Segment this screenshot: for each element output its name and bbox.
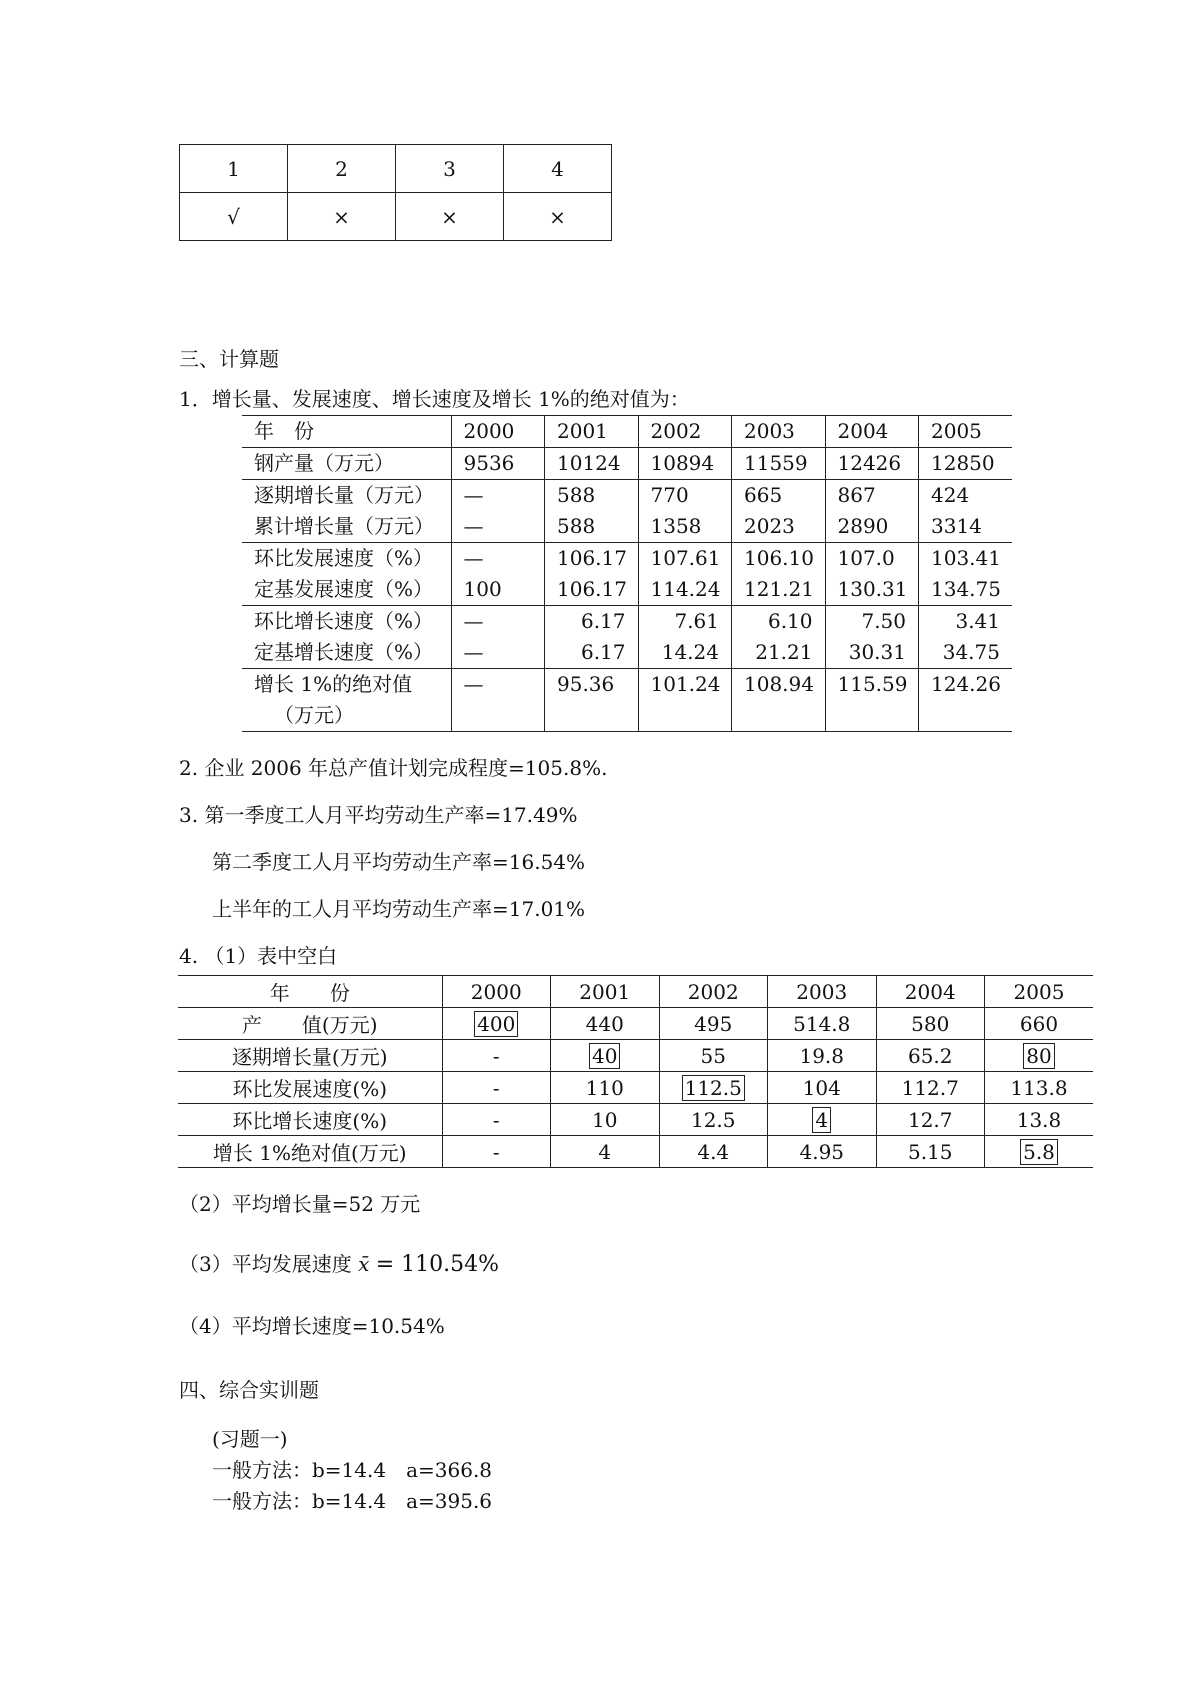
growth-table xyxy=(242,415,1012,732)
output-cell: 12.7 xyxy=(876,1104,985,1136)
growth-cell: 124.26 xyxy=(919,669,1013,732)
output-table xyxy=(178,975,1093,1168)
q1-intro: 1．增长量、发展速度、增长速度及增长 1%的绝对值为： xyxy=(179,387,690,411)
growth-cell: 12850 xyxy=(919,448,1013,480)
output-cell xyxy=(985,1040,1094,1072)
growth-header-cell: 年 份 xyxy=(242,416,451,448)
growth-cell: 1358 xyxy=(638,511,732,543)
growth-cell: 424 xyxy=(919,480,1013,512)
output-header-cell: 2001 xyxy=(551,976,660,1008)
output-cell: 495 xyxy=(659,1008,768,1040)
growth-row-label: 钢产量（万元） xyxy=(242,448,451,480)
growth-row-label: 逐期增长量（万元） xyxy=(242,480,451,512)
growth-row-label xyxy=(242,669,451,732)
output-header-cell: 2004 xyxy=(876,976,985,1008)
growth-cell: — xyxy=(451,606,545,638)
growth-row-label-unit: （万元） xyxy=(274,703,354,727)
growth-cell: 2890 xyxy=(825,511,919,543)
growth-header-cell: 2005 xyxy=(919,416,1013,448)
q4-intro: 4. （1）表中空白 xyxy=(179,944,338,968)
output-cell: 4 xyxy=(551,1136,660,1168)
filled-blank: 112.5 xyxy=(682,1075,745,1101)
growth-cell: 134.75 xyxy=(919,574,1013,606)
section4-title: 四、综合实训题 xyxy=(179,1378,319,1402)
filled-blank: 400 xyxy=(474,1011,518,1037)
output-cell xyxy=(985,1136,1094,1168)
output-cell: - xyxy=(442,1104,551,1136)
growth-cell: 95.36 xyxy=(545,669,639,732)
growth-row-label: 累计增长量（万元） xyxy=(254,514,434,538)
growth-cell: 770 xyxy=(638,480,732,512)
output-cell: 580 xyxy=(876,1008,985,1040)
growth-cell: 34.75 xyxy=(919,637,1013,669)
growth-cell: 108.94 xyxy=(732,669,826,732)
growth-cell: 103.41 xyxy=(919,543,1013,575)
filled-blank: 5.8 xyxy=(1020,1139,1058,1165)
exercise-label: (习题一) xyxy=(212,1427,288,1451)
output-cell: 5.15 xyxy=(876,1136,985,1168)
growth-table-row xyxy=(242,511,1012,543)
output-table-row xyxy=(178,1008,1093,1040)
output-cell: 65.2 xyxy=(876,1040,985,1072)
growth-cell: — xyxy=(451,669,545,732)
output-cell: 514.8 xyxy=(768,1008,877,1040)
growth-cell: 6.17 xyxy=(545,637,639,669)
output-header-cell: 年 份 xyxy=(178,976,442,1008)
growth-cell: 115.59 xyxy=(825,669,919,732)
growth-cell: 11559 xyxy=(732,448,826,480)
growth-cell: 121.21 xyxy=(732,574,826,606)
growth-cell: 588 xyxy=(545,480,639,512)
growth-row-label: 环比发展速度（%） xyxy=(242,543,451,575)
growth-cell: 114.24 xyxy=(638,574,732,606)
growth-header-cell: 2003 xyxy=(732,416,826,448)
growth-cell: 30.31 xyxy=(825,637,919,669)
output-cell xyxy=(659,1072,768,1104)
output-cell xyxy=(442,1008,551,1040)
growth-cell: 107.0 xyxy=(825,543,919,575)
growth-cell: 106.17 xyxy=(545,543,639,575)
output-header-cell: 2005 xyxy=(985,976,1094,1008)
answer-mark-cell: × xyxy=(504,193,612,241)
answer-header-cell: 2 xyxy=(288,145,396,193)
output-cell: - xyxy=(442,1136,551,1168)
growth-cell: 14.24 xyxy=(638,637,732,669)
output-cell: - xyxy=(442,1072,551,1104)
output-table-row xyxy=(178,1104,1093,1136)
output-row-label: 逐期增长量(万元) xyxy=(178,1040,442,1072)
output-cell: 4.95 xyxy=(768,1136,877,1168)
growth-table-header-row xyxy=(242,416,1012,448)
growth-table-row xyxy=(242,480,1012,512)
answer-mark-cell: × xyxy=(288,193,396,241)
growth-cell: 12426 xyxy=(825,448,919,480)
growth-cell: 100 xyxy=(451,574,545,606)
growth-cell: 10894 xyxy=(638,448,732,480)
answer-mark-cell: × xyxy=(396,193,504,241)
output-cell: 12.5 xyxy=(659,1104,768,1136)
output-cell: 110 xyxy=(551,1072,660,1104)
answer-table xyxy=(179,144,612,241)
answer-table-header-row xyxy=(180,145,612,193)
output-table-header-row xyxy=(178,976,1093,1008)
answer-header-cell: 4 xyxy=(504,145,612,193)
output-cell: 13.8 xyxy=(985,1104,1094,1136)
growth-cell: 21.21 xyxy=(732,637,826,669)
growth-cell: — xyxy=(451,543,545,575)
growth-cell: 101.24 xyxy=(638,669,732,732)
output-header-cell: 2002 xyxy=(659,976,768,1008)
answer-mark-cell: √ xyxy=(180,193,288,241)
output-row-label: 环比发展速度(%) xyxy=(178,1072,442,1104)
growth-cell: 10124 xyxy=(545,448,639,480)
q3-line: 3. 第一季度工人月平均劳动生产率=17.49% xyxy=(179,803,578,827)
growth-row-label: 定基增长速度（%） xyxy=(254,640,434,664)
growth-cell: 107.61 xyxy=(638,543,732,575)
growth-row-label: 定基发展速度（%） xyxy=(254,577,434,601)
growth-table-row xyxy=(242,669,1012,732)
mean-symbol: x̄ xyxy=(358,1252,370,1276)
output-table-row xyxy=(178,1040,1093,1072)
growth-cell: 106.10 xyxy=(732,543,826,575)
answer-header-cell: 3 xyxy=(396,145,504,193)
output-cell xyxy=(768,1104,877,1136)
growth-row-label-main: 增长 1%的绝对值 xyxy=(254,672,413,696)
growth-cell: 3.41 xyxy=(919,606,1013,638)
output-header-cell: 2000 xyxy=(442,976,551,1008)
output-cell xyxy=(551,1040,660,1072)
growth-table-row xyxy=(242,637,1012,669)
growth-cell: — xyxy=(451,480,545,512)
growth-cell: 665 xyxy=(732,480,826,512)
q2-text: 2. 企业 2006 年总产值计划完成程度=105.8%. xyxy=(179,756,608,780)
output-cell: 660 xyxy=(985,1008,1094,1040)
growth-cell: 7.50 xyxy=(825,606,919,638)
q4-part3-value: = 110.54% xyxy=(375,1252,500,1277)
exercise-line: 一般方法：b=14.4 a=366.8 xyxy=(212,1458,493,1482)
output-cell: 19.8 xyxy=(768,1040,877,1072)
output-row-label: 环比增长速度(%) xyxy=(178,1104,442,1136)
output-row-label: 产 值(万元) xyxy=(178,1008,442,1040)
q4-part2: （2）平均增长量=52 万元 xyxy=(179,1192,421,1216)
output-table-row xyxy=(178,1072,1093,1104)
q4-part3 xyxy=(179,1252,499,1277)
q4-part4: （4）平均增长速度=10.54% xyxy=(179,1314,445,1338)
output-cell: 113.8 xyxy=(985,1072,1094,1104)
growth-table-row xyxy=(242,606,1012,638)
section3-title: 三、计算题 xyxy=(179,347,279,371)
answer-header-cell: 1 xyxy=(180,145,288,193)
filled-blank: 4 xyxy=(812,1107,831,1133)
output-table-row xyxy=(178,1136,1093,1168)
output-cell: 104 xyxy=(768,1072,877,1104)
output-cell: 10 xyxy=(551,1104,660,1136)
growth-cell: 3314 xyxy=(919,511,1013,543)
growth-cell: — xyxy=(451,511,545,543)
answer-table-mark-row xyxy=(180,193,612,241)
growth-table-row xyxy=(242,543,1012,575)
growth-cell: 2023 xyxy=(732,511,826,543)
growth-header-cell: 2001 xyxy=(545,416,639,448)
filled-blank: 40 xyxy=(589,1043,620,1069)
growth-cell: 9536 xyxy=(451,448,545,480)
growth-header-cell: 2000 xyxy=(451,416,545,448)
growth-header-cell: 2002 xyxy=(638,416,732,448)
growth-cell: 588 xyxy=(545,511,639,543)
output-row-label: 增长 1%绝对值(万元) xyxy=(178,1136,442,1168)
growth-cell: 6.10 xyxy=(732,606,826,638)
q4-part3-prefix: （3）平均发展速度 xyxy=(179,1252,352,1276)
exercise-line: 一般方法：b=14.4 a=395.6 xyxy=(212,1489,493,1513)
output-header-cell: 2003 xyxy=(768,976,877,1008)
growth-table-row xyxy=(242,448,1012,480)
growth-table-row xyxy=(242,574,1012,606)
growth-cell: 867 xyxy=(825,480,919,512)
growth-cell: 6.17 xyxy=(545,606,639,638)
output-cell: 112.7 xyxy=(876,1072,985,1104)
output-cell: - xyxy=(442,1040,551,1072)
growth-cell: — xyxy=(451,637,545,669)
growth-cell: 130.31 xyxy=(825,574,919,606)
output-cell: 4.4 xyxy=(659,1136,768,1168)
q3-line: 上半年的工人月平均劳动生产率=17.01% xyxy=(212,897,586,921)
q3-line: 第二季度工人月平均劳动生产率=16.54% xyxy=(212,850,586,874)
growth-header-cell: 2004 xyxy=(825,416,919,448)
growth-row-label: 环比增长速度（%） xyxy=(242,606,451,638)
growth-cell: 106.17 xyxy=(545,574,639,606)
output-cell: 55 xyxy=(659,1040,768,1072)
filled-blank: 80 xyxy=(1023,1043,1054,1069)
output-cell: 440 xyxy=(551,1008,660,1040)
growth-cell: 7.61 xyxy=(638,606,732,638)
